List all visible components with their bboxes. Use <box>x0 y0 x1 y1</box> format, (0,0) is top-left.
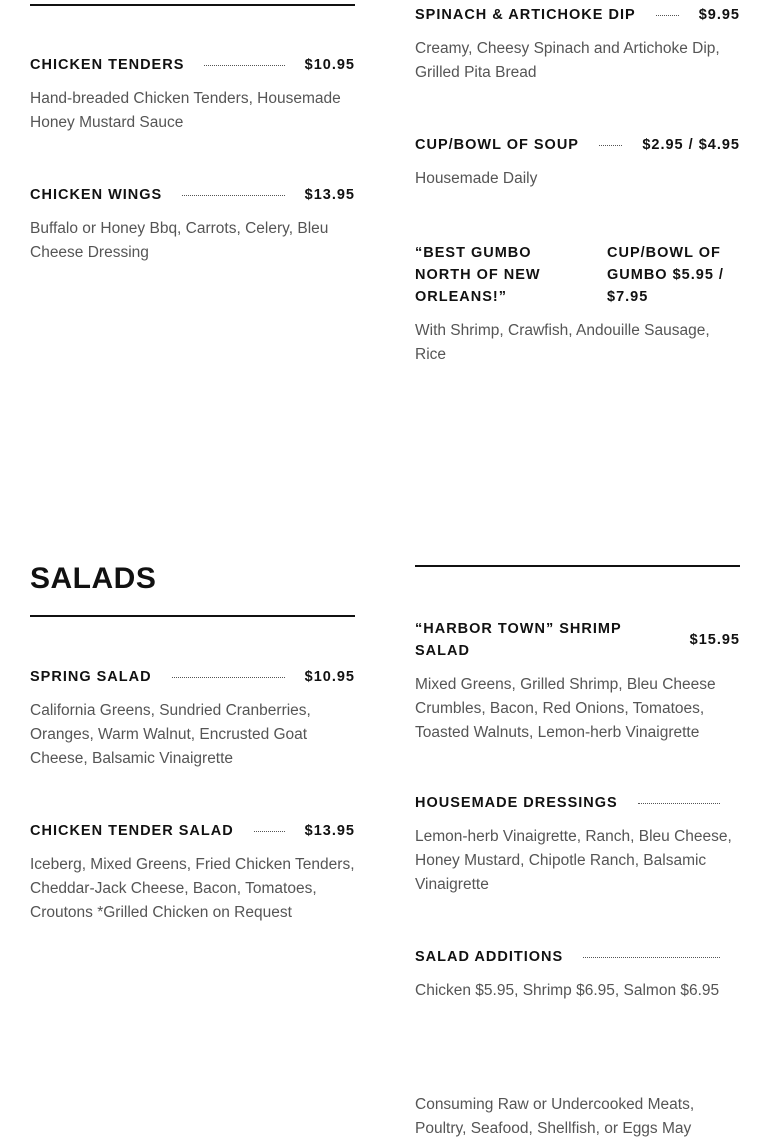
disclaimer-text: Consuming Raw or Undercooked Meats, Poultry, Seafood, Shellfish, or Eggs May <box>415 1096 695 1137</box>
menu-item-shrimp-salad <box>415 618 740 745</box>
menu-item-chicken-tenders <box>30 57 355 135</box>
left-top-rule <box>30 4 355 6</box>
item-description: Hand-breaded Chicken Tenders, Housemade Honey Mustard Sauce <box>30 90 341 131</box>
dot-leader <box>182 195 284 196</box>
item-description: Housemade Daily <box>415 170 538 187</box>
item-description: Lemon-herb Vinaigrette, Ranch, Bleu Cheese, Honey Mustard, Chipotle Ranch, Balsamic Vinaigrette <box>415 828 732 893</box>
item-name: “HARBOR TOWN” SHRIMP SALAD <box>415 621 622 659</box>
dot-leader <box>638 803 720 804</box>
item-description: Creamy, Cheesy Spinach and Artichoke Dip, Grilled Pita Bread <box>415 40 720 81</box>
item-name: CUP/BOWL OF SOUP <box>415 137 579 153</box>
menu-item-chicken-tender-salad <box>30 823 355 925</box>
menu-item-spring-salad <box>30 669 355 771</box>
salads-heading <box>30 562 355 596</box>
item-description: Iceberg, Mixed Greens, Fried Chicken Tenders, Cheddar-Jack Cheese, Bacon, Tomatoes, Croutons *Grilled Chicken on Request <box>30 856 355 921</box>
dot-leader <box>599 145 622 146</box>
item-price: $10.95 <box>304 669 355 685</box>
item-price: $9.95 <box>698 7 740 23</box>
menu-item-spinach-artichoke-dip <box>415 7 740 85</box>
dot-leader <box>204 65 284 66</box>
menu-item-housemade-dressings <box>415 795 740 897</box>
section-title: SALADS <box>30 562 157 595</box>
menu-item-salad-additions <box>415 949 740 1003</box>
disclaimer <box>415 1093 740 1141</box>
dot-leader <box>656 15 679 16</box>
dot-leader <box>583 957 720 958</box>
item-description: Buffalo or Honey Bbq, Carrots, Celery, Bleu Cheese Dressing <box>30 220 329 261</box>
menu-item-chicken-wings <box>30 187 355 265</box>
item-description: With Shrimp, Crawfish, Andouille Sausage, Rice <box>415 322 710 363</box>
item-name: “BEST GUMBO NORTH OF NEW ORLEANS!” <box>415 245 541 305</box>
item-price: $15.95 <box>689 632 740 648</box>
item-name: CHICKEN WINGS <box>30 187 163 203</box>
item-name: CHICKEN TENDERS <box>30 57 185 73</box>
salads-left-rule <box>30 615 355 617</box>
dot-leader <box>172 677 285 678</box>
item-price: $2.95 / $4.95 <box>642 137 740 153</box>
item-name: HOUSEMADE DRESSINGS <box>415 795 618 811</box>
item-price: CUP/BOWL OF GUMBO $5.95 / $7.95 <box>607 245 724 305</box>
dot-leader <box>254 831 285 832</box>
item-price: $10.95 <box>304 57 355 73</box>
menu-item-soup <box>415 137 740 191</box>
salads-right-rule <box>415 565 740 567</box>
item-description: California Greens, Sundried Cranberries, Oranges, Warm Walnut, Encrusted Goat Cheese, Balsamic Vinaigrette <box>30 702 311 767</box>
item-name: CHICKEN TENDER SALAD <box>30 823 234 839</box>
item-price: $13.95 <box>304 187 355 203</box>
item-description: Chicken $5.95, Shrimp $6.95, Salmon $6.95 <box>415 982 720 999</box>
item-description: Mixed Greens, Grilled Shrimp, Bleu Cheese Crumbles, Bacon, Red Onions, Tomatoes, Toasted Walnuts, Lemon-herb Vinaigrette <box>415 676 716 741</box>
item-price: $13.95 <box>304 823 355 839</box>
item-name: SPINACH & ARTICHOKE DIP <box>415 7 636 23</box>
menu-item-gumbo <box>415 242 740 367</box>
item-name: SPRING SALAD <box>30 669 152 685</box>
item-name: SALAD ADDITIONS <box>415 949 564 965</box>
